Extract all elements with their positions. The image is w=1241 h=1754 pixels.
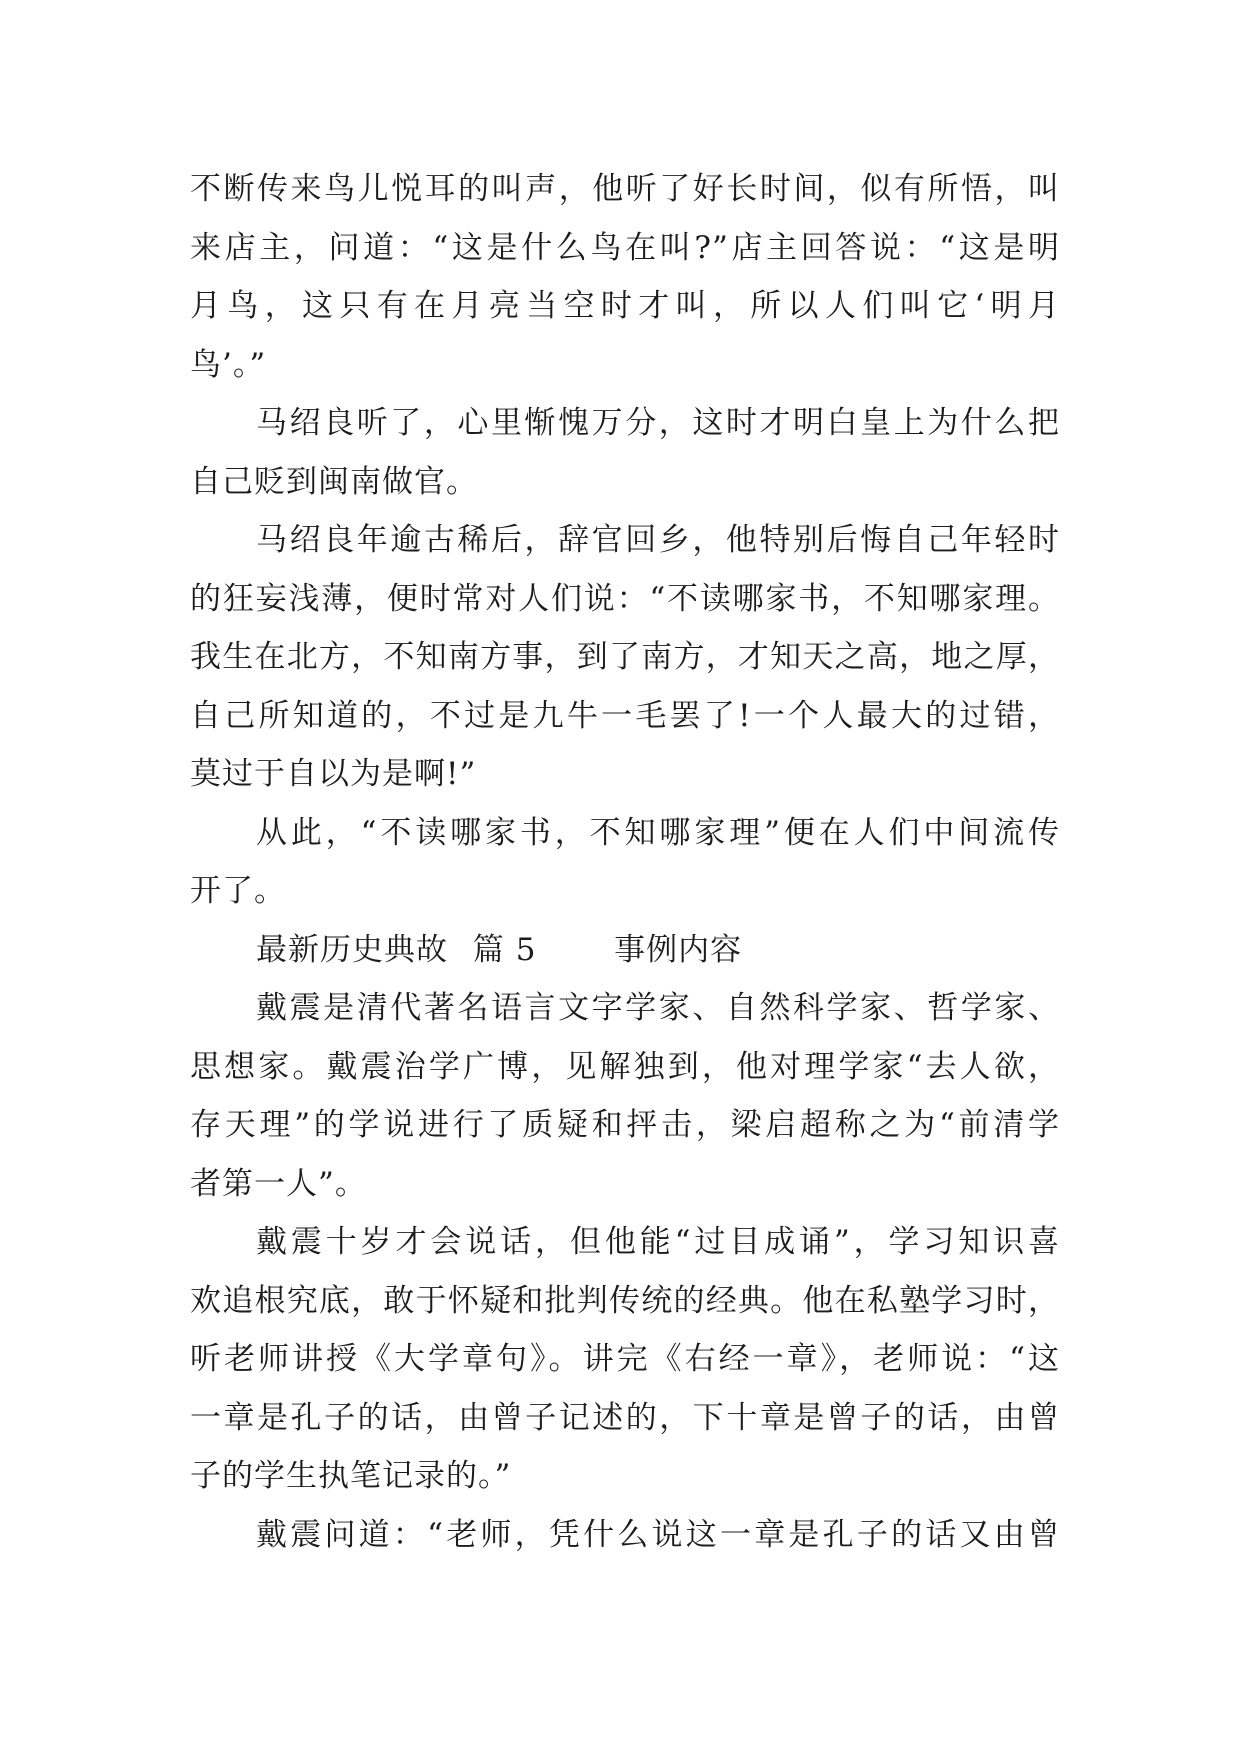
paragraph <box>190 979 1060 1213</box>
text-line: 一章是孔子的话，由曾子记述的，下十章是曾子的话，由曾 <box>190 1399 1060 1436</box>
text-line: 自己所知道的，不过是九牛一毛罢了!一个人最大的过错， <box>190 697 1060 734</box>
text-line: 来店主，问道：“这是什么鸟在叫?”店主回答说：“这是明 <box>190 229 1060 266</box>
section-heading <box>190 921 1060 980</box>
text-line: 存天理”的学说进行了质疑和抨击，梁启超称之为“前清学 <box>190 1107 1060 1143</box>
text-line: 马绍良听了，心里惭愧万分，这时才明白皇上为什么把 <box>256 405 1060 441</box>
text-line: 听老师讲授《大学章句》。讲完《右经一章》，老师说：“这 <box>190 1341 1060 1377</box>
text-line: 鸟’。” <box>190 346 267 383</box>
text-line: 的狂妄浅薄，便时常对人们说：“不读哪家书，不知哪家理。 <box>190 580 1060 617</box>
text-line: 戴震是清代著名语言文字学家、自然科学家、哲学家、 <box>256 990 1060 1026</box>
heading-title: 最新历史典故 <box>256 931 448 968</box>
paragraph <box>190 511 1060 804</box>
text-line: 子的学生执笔记录的。” <box>190 1458 512 1494</box>
text-line: 开了。 <box>190 873 286 909</box>
paragraph <box>190 160 1060 394</box>
text-line: 思想家。戴震治学广博，见解独到，他对理学家“去人欲， <box>190 1048 1060 1085</box>
paragraph <box>190 1213 1060 1506</box>
text-line: 马绍良年逾古稀后，辞官回乡，他特别后悔自己年轻时 <box>256 522 1060 558</box>
paragraph <box>190 394 1060 511</box>
text-line: 不断传来鸟儿悦耳的叫声，他听了好长时间，似有所悟，叫 <box>190 171 1060 207</box>
text-line: 戴震十岁才会说话，但他能“过目成诵”，学习知识喜 <box>256 1224 1060 1260</box>
text-line: 戴震问道：“老师，凭什么说这一章是孔子的话又由曾 <box>256 1516 1060 1553</box>
paragraph <box>190 1506 1060 1565</box>
text-line: 自己贬到闽南做官。 <box>190 463 478 500</box>
heading-subtitle: 事例内容 <box>614 931 743 968</box>
heading-part: 篇 5 <box>472 931 537 968</box>
text-line: 月鸟，这只有在月亮当空时才叫，所以人们叫它‘明月 <box>190 288 1060 324</box>
text-line: 欢追根究底，敢于怀疑和批判传统的经典。他在私塾学习时， <box>190 1282 1060 1319</box>
text-line: 莫过于自以为是啊!” <box>190 756 477 792</box>
text-line: 我生在北方，不知南方事，到了南方，才知天之高，地之厚， <box>190 639 1060 675</box>
document-body <box>190 160 1060 1564</box>
paragraph <box>190 804 1060 921</box>
text-line: 从此，“不读哪家书，不知哪家理”便在人们中间流传 <box>256 814 1060 851</box>
text-line: 者第一人”。 <box>190 1165 367 1202</box>
